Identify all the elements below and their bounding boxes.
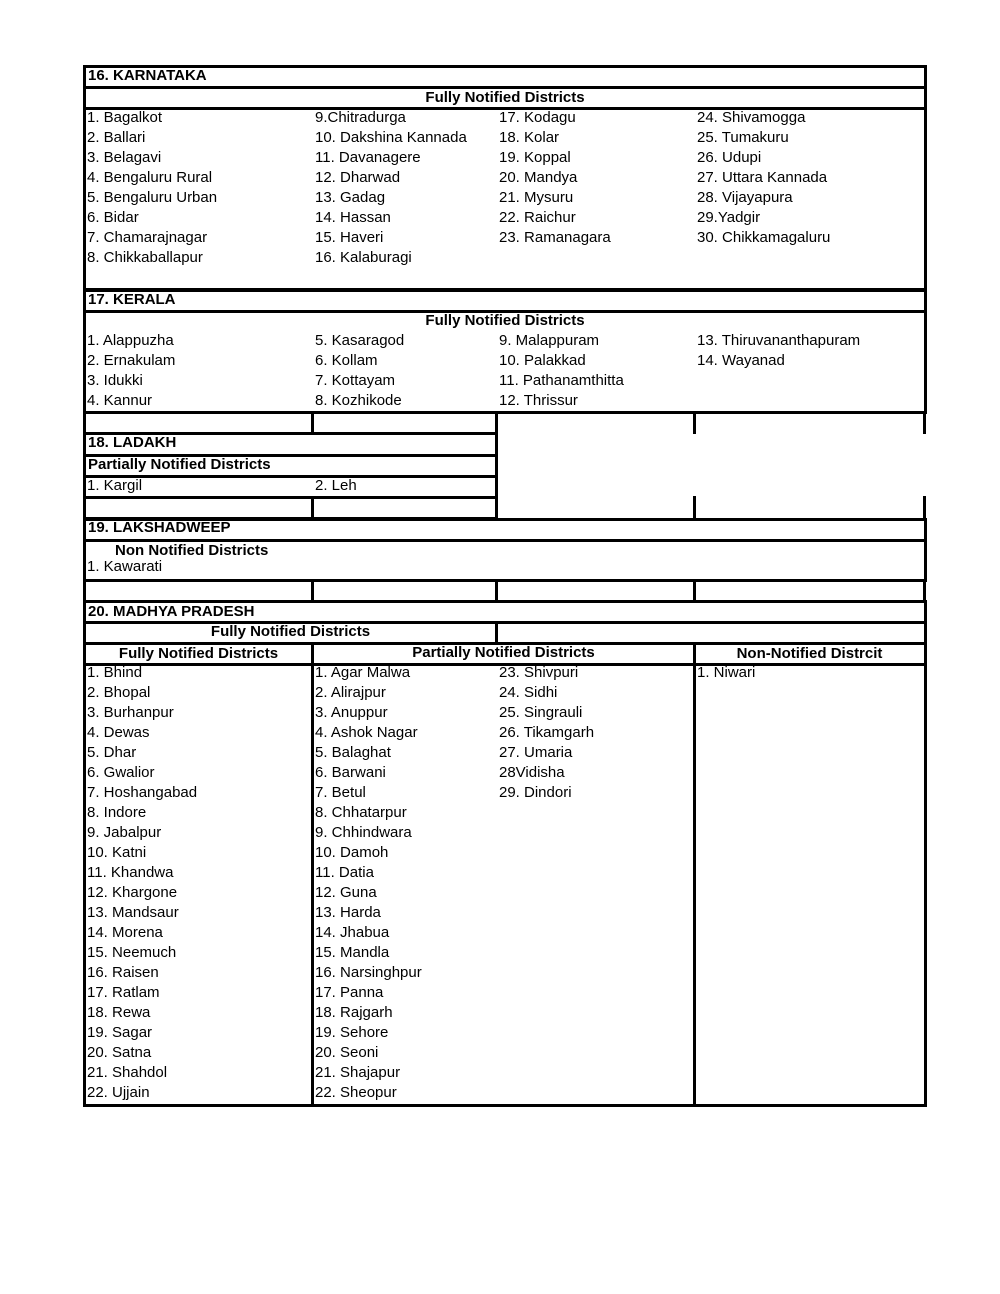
- mp-partially-list-b: [499, 663, 594, 803]
- list-item: 1. Kargil: [87, 477, 143, 494]
- list-item: 24. Shivamogga: [697, 109, 806, 126]
- list-item: 11. Davanagere: [315, 149, 421, 166]
- list-item: 18. Kolar: [499, 129, 560, 146]
- karnataka-subheader: Fully Notified Districts: [425, 89, 585, 106]
- list-item: 30. Chikkamagaluru: [697, 229, 831, 246]
- list-item: 14. Hassan: [315, 209, 391, 226]
- list-item: 13. Thiruvananthapuram: [697, 332, 861, 349]
- ladakh-title: 18. LADAKH: [88, 434, 177, 451]
- list-item: 1. Niwari: [697, 664, 756, 681]
- list-item: 16. Narsinghpur: [315, 964, 422, 981]
- list-item: 10. Dakshina Kannada: [315, 129, 467, 146]
- list-item: 6. Bidar: [87, 209, 139, 226]
- list-item: 4. Bengaluru Rural: [87, 169, 213, 186]
- list-item: 2. Alirajpur: [315, 684, 386, 701]
- list-item: 12. Dharwad: [315, 169, 401, 186]
- list-item: 13. Mandsaur: [87, 904, 179, 921]
- list-item: 10. Damoh: [315, 844, 389, 861]
- list-item: 28. Vijayapura: [697, 189, 793, 206]
- list-item: 27. Umaria: [499, 744, 573, 761]
- list-item: 1. Kawarati: [87, 558, 163, 575]
- list-item: 7. Chamarajnagar: [87, 229, 208, 246]
- list-item: 1. Bhind: [87, 664, 143, 681]
- list-item: 5. Kasaragod: [315, 332, 405, 349]
- mp-non-list: [697, 663, 755, 683]
- list-item: 21. Mysuru: [499, 189, 574, 206]
- list-item: 9. Jabalpur: [87, 824, 162, 841]
- list-item: 10. Katni: [87, 844, 147, 861]
- mp-partially-list-a: [315, 663, 422, 1103]
- list-item: 14. Wayanad: [697, 352, 785, 369]
- list-item: 29. Dindori: [499, 784, 572, 801]
- mp-fully-list: [87, 663, 197, 1103]
- karnataka-col2: [315, 108, 467, 268]
- list-item: 17. Ratlam: [87, 984, 160, 1001]
- list-item: 23. Ramanagara: [499, 229, 611, 246]
- list-item: 6. Gwalior: [87, 764, 155, 781]
- list-item: 8. Chikkaballapur: [87, 249, 203, 266]
- list-item: 26. Tikamgarh: [499, 724, 595, 741]
- mp-partially-header: Partially Notified Districts: [412, 644, 595, 661]
- list-item: 13. Gadag: [315, 189, 386, 206]
- mp-group-header: Fully Notified Districts: [210, 623, 371, 640]
- list-item: 14. Jhabua: [315, 924, 390, 941]
- list-item: 11. Pathanamthitta: [499, 372, 624, 389]
- list-item: 3. Belagavi: [87, 149, 162, 166]
- karnataka-col1: [87, 108, 217, 268]
- list-item: 5. Balaghat: [315, 744, 391, 761]
- list-item: 21. Shahdol: [87, 1064, 168, 1081]
- list-item: 7. Betul: [315, 784, 366, 801]
- list-item: 12. Khargone: [87, 884, 178, 901]
- list-item: 2. Ernakulam: [87, 352, 176, 369]
- list-item: 1. Agar Malwa: [315, 664, 411, 681]
- list-item: 4. Ashok Nagar: [315, 724, 418, 741]
- kerala-col2: [315, 331, 404, 411]
- list-item: 6. Barwani: [315, 764, 386, 781]
- list-item: 11. Khandwa: [87, 864, 174, 881]
- list-item: 4. Kannur: [87, 392, 153, 409]
- list-item: 15. Haveri: [315, 229, 384, 246]
- list-item: 25. Singrauli: [499, 704, 583, 721]
- list-item: 12. Guna: [315, 884, 377, 901]
- list-item: 21. Shajapur: [315, 1064, 401, 1081]
- list-item: 27. Uttara Kannada: [697, 169, 828, 186]
- list-item: 18. Rewa: [87, 1004, 151, 1021]
- kerala-col4: [697, 331, 860, 371]
- list-item: 20. Mandya: [499, 169, 578, 186]
- kerala-subheader: Fully Notified Districts: [425, 312, 585, 329]
- list-item: 2. Bhopal: [87, 684, 151, 701]
- lakshadweep-subheader: Non Notified Districts: [115, 542, 269, 559]
- list-item: 8. Indore: [87, 804, 147, 821]
- list-item: 9.Chitradurga: [315, 109, 406, 126]
- list-item: 6. Kollam: [315, 352, 378, 369]
- kerala-title: 17. KERALA: [88, 291, 176, 308]
- karnataka-col4: [697, 108, 830, 248]
- list-item: 17. Panna: [315, 984, 384, 1001]
- list-item: 1. Bagalkot: [87, 109, 163, 126]
- list-item: 8. Chhatarpur: [315, 804, 407, 821]
- list-item: 28Vidisha: [499, 764, 565, 781]
- list-item: 3. Burhanpur: [87, 704, 174, 721]
- list-item: 5. Dhar: [87, 744, 137, 761]
- list-item: 3. Idukki: [87, 372, 143, 389]
- list-item: 10. Palakkad: [499, 352, 586, 369]
- list-item: 22. Ujjain: [87, 1084, 150, 1101]
- list-item: 15. Neemuch: [87, 944, 177, 961]
- mp-non-header: Non-Notified Distrcit: [736, 645, 883, 662]
- list-item: 7. Hoshangabad: [87, 784, 198, 801]
- karnataka-col3: [499, 108, 611, 248]
- list-item: 2. Ballari: [87, 129, 146, 146]
- list-item: 5. Bengaluru Urban: [87, 189, 218, 206]
- list-item: 22. Raichur: [499, 209, 576, 226]
- mp-fully-header: Fully Notified Districts: [118, 645, 279, 662]
- list-item: 9. Chhindwara: [315, 824, 412, 841]
- list-item: 26. Udupi: [697, 149, 762, 166]
- ladakh-subheader: Partially Notified Districts: [88, 456, 271, 473]
- list-item: 19. Koppal: [499, 149, 571, 166]
- mp-title: 20. MADHYA PRADESH: [88, 603, 255, 620]
- list-item: 16. Raisen: [87, 964, 159, 981]
- list-item: 16. Kalaburagi: [315, 249, 412, 266]
- list-item: 23. Shivpuri: [499, 664, 579, 681]
- list-item: 4. Dewas: [87, 724, 150, 741]
- list-item: 3. Anuppur: [315, 704, 388, 721]
- list-item: 12. Thrissur: [499, 392, 578, 409]
- list-item: 18. Rajgarh: [315, 1004, 393, 1021]
- list-item: 11. Datia: [315, 864, 374, 881]
- kerala-col1: [87, 331, 175, 411]
- list-item: 15. Mandla: [315, 944, 390, 961]
- list-item: 9. Malappuram: [499, 332, 600, 349]
- list-item: 8. Kozhikode: [315, 392, 402, 409]
- list-item: 7. Kottayam: [315, 372, 396, 389]
- karnataka-title: 16. KARNATAKA: [88, 67, 207, 84]
- list-item: 24. Sidhi: [499, 684, 558, 701]
- list-item: 13. Harda: [315, 904, 381, 921]
- list-item: 20. Satna: [87, 1044, 152, 1061]
- list-item: 19. Sehore: [315, 1024, 389, 1041]
- list-item: 1. Alappuzha: [87, 332, 174, 349]
- list-item: 29.Yadgir: [697, 209, 761, 226]
- kerala-col3: [499, 331, 624, 411]
- list-item: 25. Tumakuru: [697, 129, 789, 146]
- lakshadweep-title: 19. LAKSHADWEEP: [88, 519, 231, 536]
- list-item: 14. Morena: [87, 924, 163, 941]
- list-item: 17. Kodagu: [499, 109, 576, 126]
- list-item: 19. Sagar: [87, 1024, 153, 1041]
- list-item: 20. Seoni: [315, 1044, 379, 1061]
- list-item: 2. Leh: [315, 477, 357, 494]
- list-item: 22. Sheopur: [315, 1084, 397, 1101]
